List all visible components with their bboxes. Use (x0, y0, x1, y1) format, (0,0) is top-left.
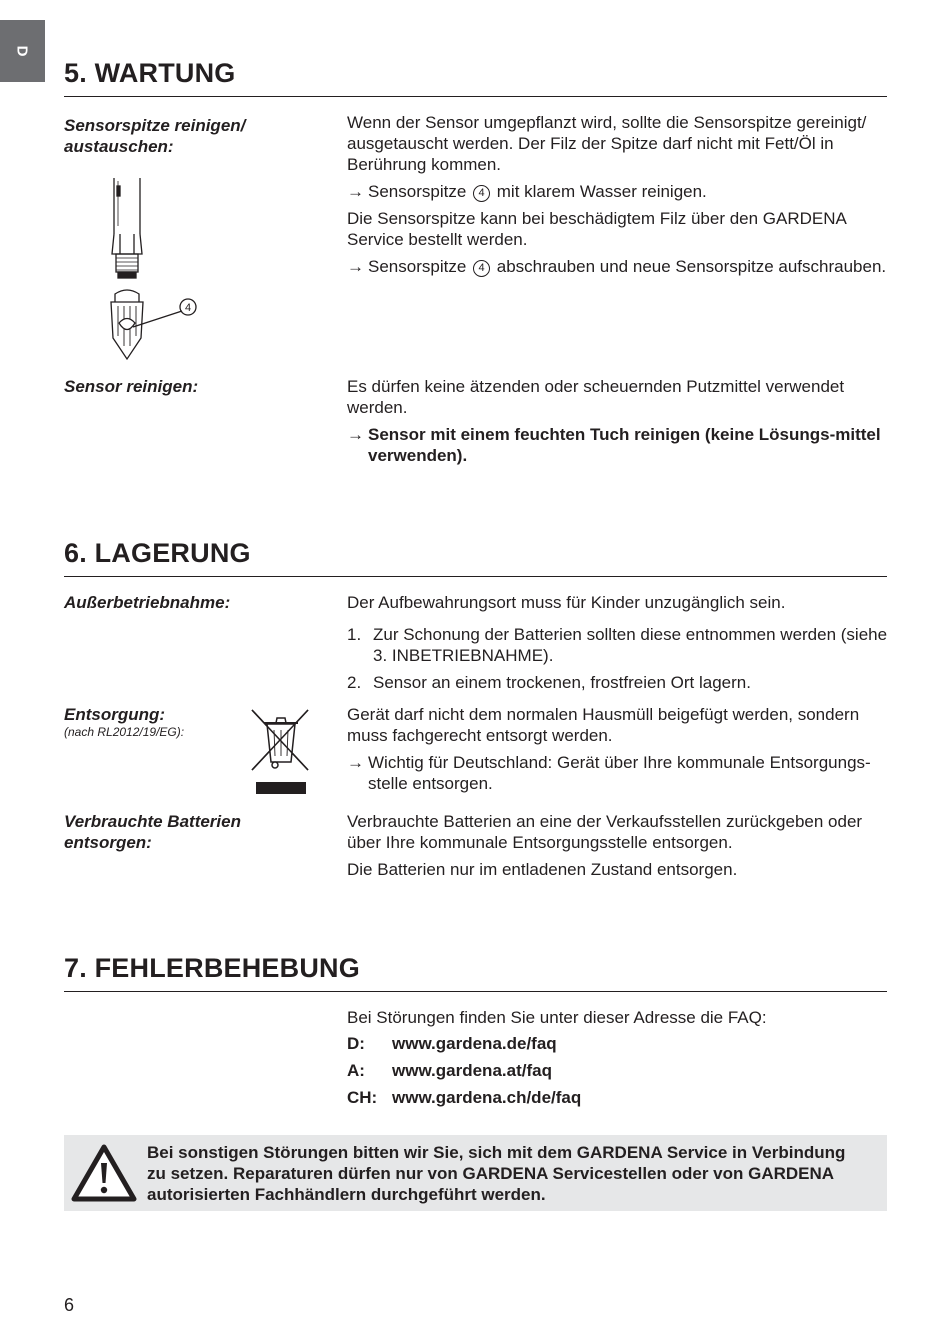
page-number: 6 (64, 1295, 75, 1315)
faq-link[interactable]: www.gardena.de/faq (392, 1034, 557, 1053)
arrow-icon: → (347, 182, 364, 201)
decommission-list-item: 1. Zur Schonung der Batterien sollten diese entnommen werden (siehe 3. INBETRIEBNAHME). (347, 625, 888, 665)
decommission-paragraph: Der Aufbewahrungsort muss für Kinder unzugänglich sein. (347, 593, 786, 612)
label-batteries: Verbrauchte Batterien entsorgen: (64, 812, 241, 852)
section-heading-wartung: 5. WARTUNG (64, 58, 236, 88)
disposal-step: → Wichtig für Deutschland: Gerät über Ihre kommunale Entsorgungs-stelle entsorgen. (347, 753, 871, 793)
batteries-paragraph-1: Verbrauchte Batterien an eine der Verkaufsstellen zurückgeben oder über Ihre kommunale Entsorgungsstelle entsorgen. (347, 812, 863, 852)
tip-step-1: → Sensorspitze 4 mit klarem Wasser reinigen. (347, 182, 707, 201)
warning-text: Bei sonstigen Störungen bitten wir Sie, sich mit dem GARDENA Service in Verbindung zu setzen. Reparaturen dürfen nur von GARDENA Servicestellen oder von GARDENA autorisierten Fachhändlern durchgeführt werden. (147, 1143, 846, 1204)
faq-country-code: A: (347, 1061, 365, 1080)
crossed-out-wheelie-bin-icon (250, 708, 312, 796)
label-sensor-tip: Sensorspitze reinigen/ austauschen: (64, 116, 246, 156)
clean-step: → Sensor mit einem feuchten Tuch reinigen (keine Lösungs-mittel verwenden). (347, 425, 881, 465)
section-rule (64, 576, 887, 577)
arrow-icon: → (347, 753, 364, 772)
ref-number-4-inline: 4 (473, 260, 490, 277)
warning-triangle-icon (70, 1143, 138, 1203)
faq-link[interactable]: www.gardena.at/faq (392, 1061, 552, 1080)
tip-paragraph-2: Die Sensorspitze kann bei beschädigtem Filz über den GARDENA Service bestellt werden. (347, 209, 846, 249)
clean-paragraph: Es dürfen keine ätzenden oder scheuernden Putzmittel verwendet werden. (347, 377, 845, 417)
faq-intro: Bei Störungen finden Sie unter dieser Adresse die FAQ: (347, 1008, 767, 1027)
label-disposal: Entsorgung: (64, 705, 166, 724)
tip-step-2: → Sensorspitze 4 abschrauben und neue Sensorspitze aufschrauben. (347, 257, 887, 276)
label-decommission: Außerbetriebnahme: (64, 593, 231, 612)
batteries-paragraph-2: Die Batterien nur im entladenen Zustand entsorgen. (347, 860, 738, 879)
disposal-paragraph: Gerät darf nicht dem normalen Hausmüll beigefügt werden, sondern muss fachgerecht entsorgt werden. (347, 705, 860, 745)
decommission-list-item: 2. Sensor an einem trockenen, frostfreien Ort lagern. (347, 673, 751, 692)
ref-number-4: 4 (184, 302, 192, 314)
faq-country-code: CH: (347, 1088, 378, 1107)
language-tab (0, 20, 45, 82)
section-heading-lagerung: 6. LAGERUNG (64, 538, 251, 568)
disposal-directive: (nach RL2012/19/EG): (64, 725, 185, 739)
tip-paragraph-1: Wenn der Sensor umgepflanzt wird, sollte die Sensorspitze gereinigt/ ausgetauscht werden. Der Filz der Spitze darf nicht mit Fett/Öl in Berührung kommen. (347, 113, 867, 174)
arrow-icon: → (347, 257, 364, 276)
ref-number-4-inline: 4 (473, 185, 490, 202)
sensor-tip-illustration (100, 176, 205, 366)
faq-country-code: D: (347, 1034, 365, 1053)
arrow-icon: → (347, 425, 364, 444)
language-tab-label: D (13, 45, 31, 57)
section-rule (64, 96, 887, 97)
faq-link[interactable]: www.gardena.ch/de/faq (392, 1088, 582, 1107)
section-rule (64, 991, 887, 992)
label-sensor-clean: Sensor reinigen: (64, 377, 199, 396)
warning-box (64, 1135, 887, 1211)
section-heading-fehlerbehebung: 7. FEHLERBEHEBUNG (64, 953, 360, 983)
